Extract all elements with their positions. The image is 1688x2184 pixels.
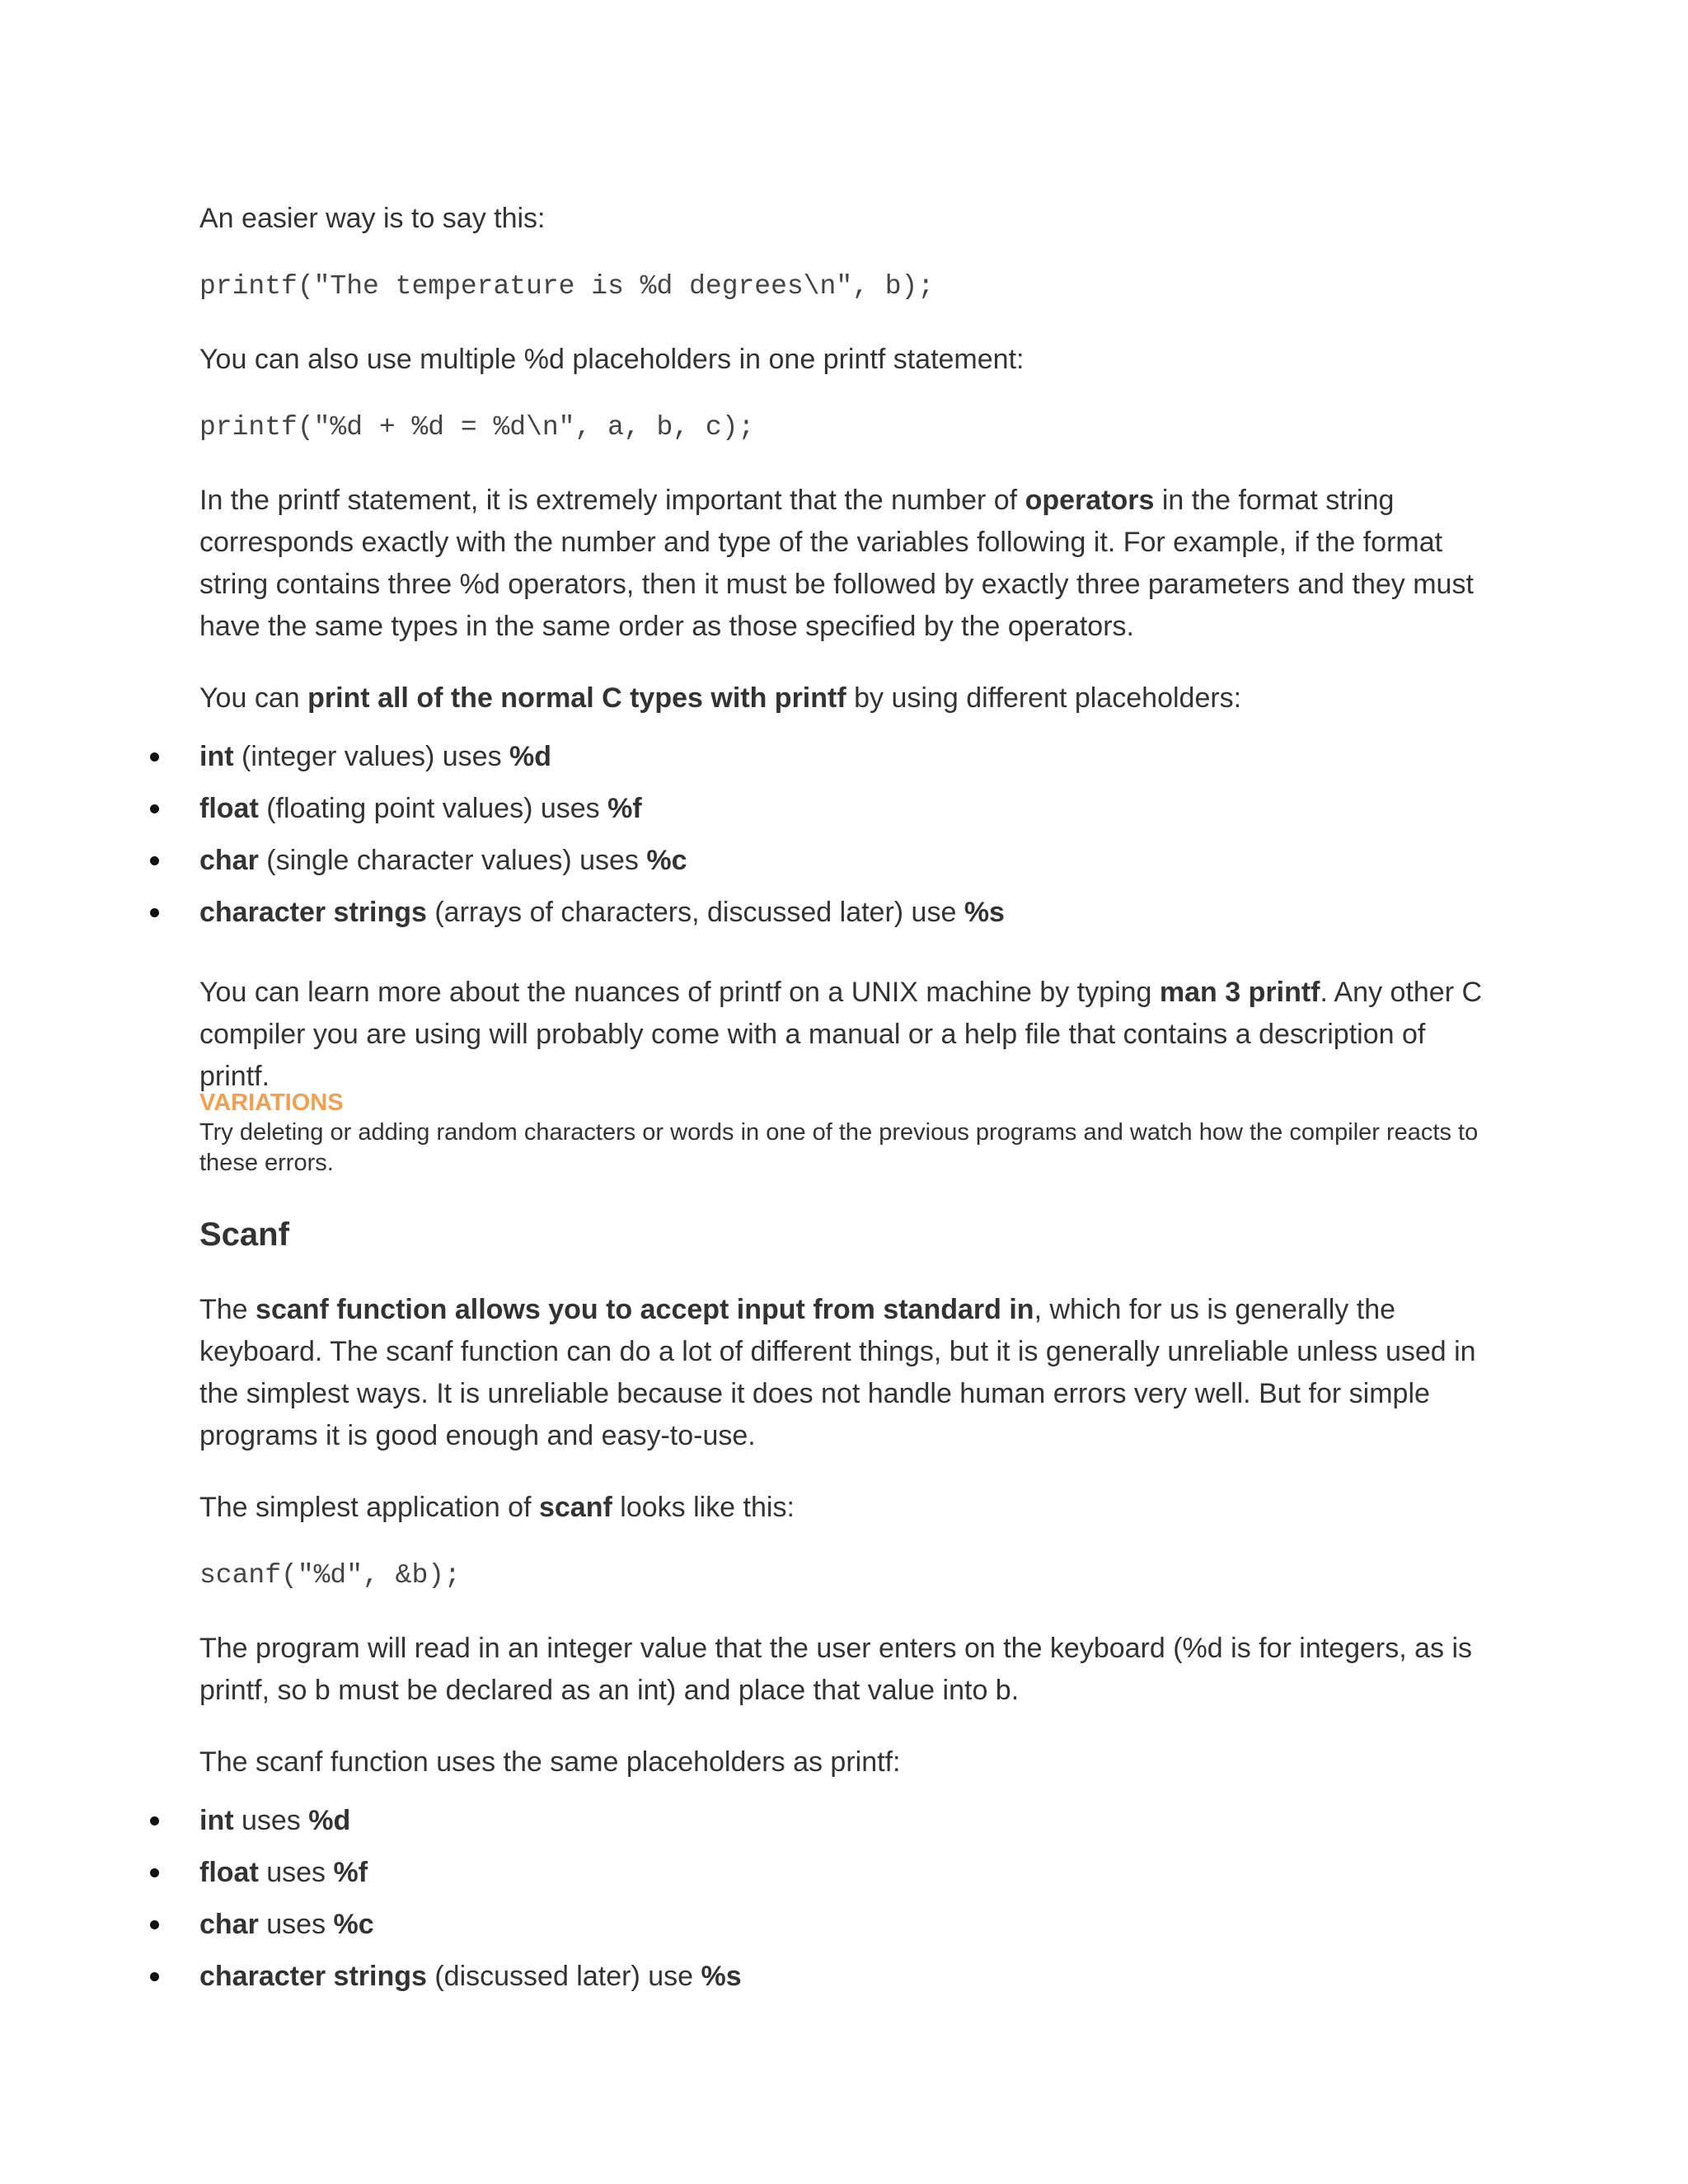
code-example-scanf: scanf("%d", &b);	[199, 1560, 461, 1591]
bullet-icon	[150, 804, 159, 813]
operators-paragraph: In the printf statement, it is extremely important that the number of operators in the format string corresponds exactly with the number and type of the variables following it. For example, if the format string contains three %d operators, then it must be followed by exactly three parameters and they must have the same types in the same order as those specified by the operators.	[199, 485, 1474, 642]
bullet-icon	[150, 856, 159, 865]
types-emphasis: print all of the normal C types with printf	[307, 682, 846, 714]
scanf-emphasis: scanf function allows you to accept input from standard in	[256, 1294, 1034, 1325]
bullet-icon	[150, 1868, 159, 1877]
printf-placeholder-list	[199, 736, 1502, 944]
simplest-scanf-paragraph: The simplest application of scanf looks like this:	[199, 1492, 795, 1523]
variations-text: Try deleting or adding random characters or words in one of the previous programs and watch how the compiler reacts to these errors.	[199, 1119, 1479, 1176]
bullet-icon	[150, 752, 159, 762]
list-item: char (single character values) uses %c	[199, 840, 1502, 892]
bullet-icon	[150, 1816, 159, 1825]
scanf-term: scanf	[538, 1492, 612, 1523]
list-item: int (integer values) uses %d	[199, 736, 1502, 788]
list-item: character strings (arrays of characters, discussed later) use %s	[199, 892, 1502, 944]
list-item: char uses %c	[199, 1904, 1502, 1956]
intro-paragraph: An easier way is to say this:	[199, 203, 546, 234]
list-item: int uses %d	[199, 1800, 1502, 1852]
bullet-icon	[150, 908, 159, 917]
scanf-intro-paragraph: The scanf function allows you to accept input from standard in, which for us is generally the keyboard. The scanf function can do a lot of different things, but it is generally unreliable unless used in the simplest ways. It is unreliable because it does not handle human errors very well. But for simple programs it is good enough and easy-to-use.	[199, 1294, 1476, 1451]
list-item: float uses %f	[199, 1852, 1502, 1904]
scanf-heading: Scanf	[199, 1216, 289, 1253]
list-item: float (floating point values) uses %f	[199, 788, 1502, 840]
list-item: character strings (discussed later) use %s	[199, 1956, 1502, 2008]
program-explanation-paragraph: The program will read in an integer value that the user enters on the keyboard (%d is for integers, as is printf, so b must be declared as an int) and place that value into b.	[199, 1633, 1473, 1706]
man-page-paragraph: You can learn more about the nuances of printf on a UNIX machine by typing man 3 printf. Any other C compiler you are using will probably come with a manual or a help file that contains a description of printf.	[199, 977, 1483, 1092]
code-example-printf-sum: printf("%d + %d = %d\n", a, b, c);	[199, 412, 755, 443]
multiple-placeholders-paragraph: You can also use multiple %d placeholders in one printf statement:	[199, 344, 1025, 375]
man-command: man 3 printf	[1159, 977, 1320, 1008]
bullet-icon	[150, 1972, 159, 1981]
operators-term: operators	[1025, 485, 1155, 516]
types-paragraph: You can print all of the normal C types with printf by using different placeholders:	[199, 682, 1242, 714]
scanf-placeholder-list	[199, 1800, 1502, 2008]
variations-heading: VARIATIONS	[199, 1090, 344, 1116]
code-example-printf-temperature: printf("The temperature is %d degrees\n", b);	[199, 271, 935, 302]
document-body	[199, 198, 1502, 2036]
bullet-icon	[150, 1920, 159, 1929]
scanf-placeholders-paragraph: The scanf function uses the same placeholders as printf:	[199, 1746, 901, 1778]
